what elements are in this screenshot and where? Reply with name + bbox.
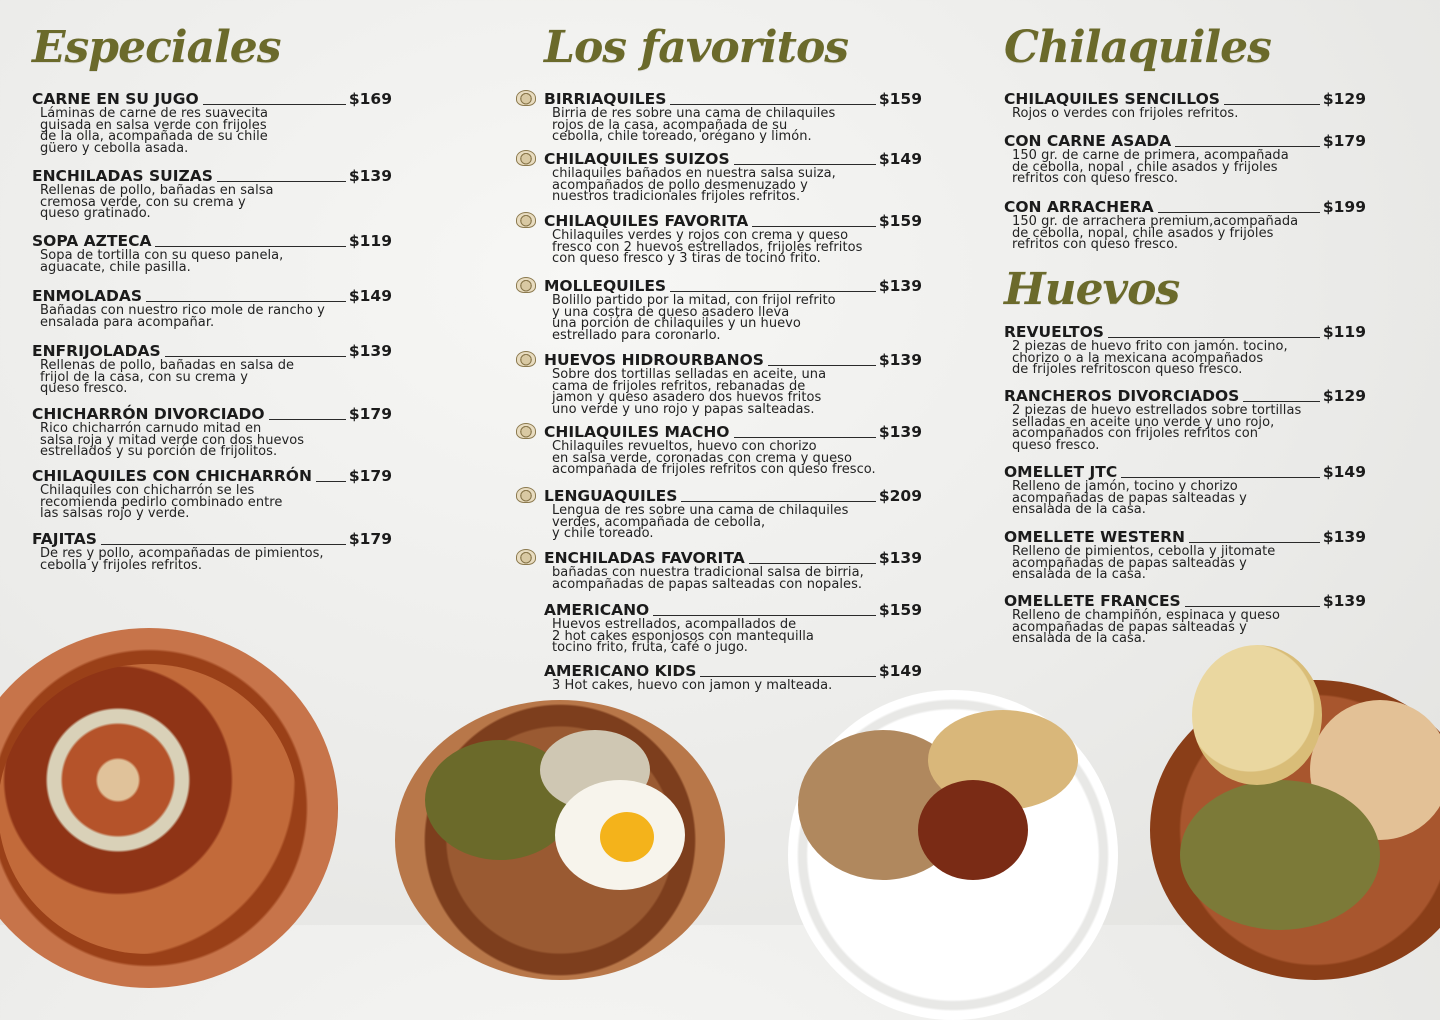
menu-item-name: OMELLET JTC [1004,463,1118,481]
leader-line [269,419,346,420]
leader-line [1121,477,1320,478]
menu-item-americano-kids [516,662,922,692]
menu-item-description: Huevos estrellados, acompallados de 2 hot cakes esponjosos con mantequilla tocino frito, fruta, café o jugo. [552,617,814,656]
menu-item-price: $179 [1322,132,1366,150]
menu-item-name: MOLLEQUILES [544,277,667,295]
menu-item-name: LENGUAQUILES [544,487,678,505]
menu-item-name: ENMOLADAS [32,287,143,305]
menu-item-con-carne-asada [1004,132,1366,185]
menu-item-name: HUEVOS HIDROURBANOS [544,351,764,369]
menu-item-name: AMERICANO KIDS [544,662,697,680]
menu-item-name: SOPA AZTECA [32,232,152,250]
favorita-logo-icon [516,150,536,166]
leader-line [1108,337,1320,338]
menu-item-description: Chilaquiles revueltos, huevo con chorizo en salsa verde, coronadas con crema y queso acompañada de frijoles refritos con queso fresco. [552,439,876,478]
menu-item-huevos-hidrourbanos [516,351,922,415]
menu-item-description: Rellenas de pollo, bañadas en salsa cremosa verde, con su crema y queso gratinado. [40,183,274,222]
menu-item-price: $159 [878,601,922,619]
section-title-chilaquiles: Chilaquiles [1004,22,1271,73]
menu-item-name: REVUELTOS [1004,323,1104,341]
favorita-logo-icon [516,212,536,228]
menu-item-description: Relleno de pimientos, cebolla y jitomate acompañadas de papas salteadas y ensalada de la casa. [1012,544,1276,583]
menu-item-description: Chilaquiles con chicharrón se les recomienda pedirlo combinado entre las salsas rojo y verde. [40,483,283,522]
menu-item-description: chilaquiles bañados en nuestra salsa suiza, acompañados de pollo desmenuzado y nuestros tradicionales frijoles refritos. [552,166,836,205]
menu-item-name: CHICHARRÓN DIVORCIADO [32,405,265,423]
menu-item-price: $139 [1322,528,1366,546]
menu-item-chilaquiles-favorita [516,212,922,265]
menu-item-price: $129 [1322,90,1366,108]
leader-line [1175,146,1320,147]
menu-item-enmoladas [32,287,392,328]
leader-line [146,301,346,302]
leader-line [1243,401,1320,402]
menu-item-enfrijoladas [32,342,392,395]
menu-item-enchiladas-suizas [32,167,392,220]
leader-line [316,481,346,482]
menu-item-chilaquiles-con-chicharron [32,467,392,520]
menu-item-name: BIRRIAQUILES [544,90,667,108]
food-photo-tortilla [1192,645,1322,785]
menu-item-name: CHILAQUILES FAVORITA [544,212,749,230]
leader-line [1185,606,1320,607]
leader-line [1224,104,1320,105]
menu-item-price: $139 [348,342,392,360]
menu-item-name: OMELLETE WESTERN [1004,528,1186,546]
menu-item-description: Bañadas con nuestro rico mole de rancho y ensalada para acompañar. [40,303,325,330]
menu-item-name: RANCHEROS DIVORCIADOS [1004,387,1240,405]
menu-item-omellete-frances [1004,592,1366,645]
menu-item-name: CHILAQUILES SENCILLOS [1004,90,1220,108]
favorita-logo-icon [516,351,536,367]
menu-item-chilaquiles-macho [516,423,922,476]
menu-item-mollequiles [516,277,922,341]
menu-item-birriaquiles [516,90,922,143]
menu-item-sopa-azteca [32,232,392,273]
menu-item-price: $129 [1322,387,1366,405]
menu-item-lenguaquiles [516,487,922,540]
menu-item-chilaquiles-sencillos [1004,90,1366,120]
menu-item-name: ENFRIJOLADAS [32,342,161,360]
food-photo-chilaquiles-plate [0,628,338,988]
leader-line [670,291,876,292]
menu-item-con-arrachera [1004,198,1366,251]
menu-item-description: Relleno de champiñón, espinaca y queso acompañadas de papas salteadas y ensalada de la casa. [1012,608,1280,647]
favorita-logo-icon [516,90,536,106]
menu-item-price: $169 [348,90,392,108]
menu-item-description: Sopa de tortilla con su queso panela, aguacate, chile pasilla. [40,248,284,275]
menu-item-omellet-jtc [1004,463,1366,516]
leader-line [670,104,875,105]
menu-item-description: bañadas con nuestra tradicional salsa de birria, acompañadas de papas salteadas con nopales. [552,565,864,592]
menu-item-name: FAJITAS [32,530,97,548]
menu-item-price: $139 [348,167,392,185]
menu-item-description: 2 piezas de huevo estrellados sobre tortillas selladas en aceite uno verde y uno rojo, acompañados con frijoles refritos con queso fresco. [1012,403,1302,453]
leader-line [1189,542,1320,543]
menu-item-price: $199 [1322,198,1366,216]
leader-line [155,246,345,247]
menu-item-description: Rojos o verdes con frijoles refritos. [1012,106,1239,121]
menu-item-description: De res y pollo, acompañadas de pimientos, cebolla y frijoles refritos. [40,546,324,573]
menu-item-name: OMELLETE FRANCES [1004,592,1181,610]
leader-line [1158,212,1320,213]
leader-line [203,104,346,105]
menu-item-description: Birria de res sobre una cama de chilaquiles rojos de la casa, acompañada de su cebolla, chile toreado, orégano y limón. [552,106,836,145]
menu-item-price: $149 [1322,463,1366,481]
menu-item-price: $149 [878,662,922,680]
menu-item-description: Láminas de carne de res suavecita guisada en salsa verde con frijoles de la olla, acompañada de su chile güero y cebolla asada. [40,106,269,156]
menu-item-price: $139 [878,277,922,295]
favorita-logo-icon [516,277,536,293]
leader-line [734,164,876,165]
menu-item-price: $119 [348,232,392,250]
menu-item-name: CHILAQUILES MACHO [544,423,730,441]
menu-item-description: 3 Hot cakes, huevo con jamon y malteada. [552,678,833,693]
menu-item-price: $139 [1322,592,1366,610]
leader-line [768,365,876,366]
menu-item-description: 150 gr. de carne de primera, acompañada de cebolla, nopal , chile asados y frijoles refritos con queso fresco. [1012,148,1289,187]
menu-item-description: Rellenas de pollo, bañadas en salsa de frijol de la casa, con su crema y queso fresco. [40,358,295,397]
menu-item-name: CON CARNE ASADA [1004,132,1172,150]
leader-line [734,437,876,438]
leader-line [752,226,876,227]
menu-item-chicharron-divorciado [32,405,392,458]
menu-item-description: 150 gr. de arrachera premium,acompañada de cebolla, nopal, chile asados y frijoles refritos con queso fresco. [1012,214,1299,253]
food-photo-favorita-plate [788,690,1118,1020]
section-title-favoritos: Los favoritos [544,22,849,73]
section-title-especiales: Especiales [32,22,281,73]
menu-item-price: $209 [878,487,922,505]
leader-line [700,676,875,677]
menu-item-price: $149 [878,150,922,168]
section-title-huevos: Huevos [1004,264,1180,315]
menu-item-revueltos [1004,323,1366,376]
menu-item-price: $139 [878,351,922,369]
menu-item-description: Bolillo partido por la mitad, con frijol refrito y una costra de queso asadero lleva una porción de chilaquiles y un huevo estrellado para coronarlo. [552,293,836,343]
leader-line [681,501,875,502]
menu-item-fajitas [32,530,392,571]
menu-item-price: $139 [878,549,922,567]
menu-item-price: $159 [878,212,922,230]
menu-item-name: AMERICANO [544,601,650,619]
menu-item-price: $139 [878,423,922,441]
menu-item-description: Chilaquiles verdes y rojos con crema y queso fresco con 2 huevos estrellados, frijoles refritos con queso fresco y 3 tiras de tocino frito. [552,228,863,267]
food-photo-divorciados-plate [395,700,725,980]
leader-line [101,544,346,545]
leader-line [653,615,876,616]
menu-item-name: CHILAQUILES CON CHICHARRÓN [32,467,312,485]
leader-line [217,181,346,182]
menu-item-chilaquiles-suizos [516,150,922,203]
menu-item-name: CARNE EN SU JUGO [32,90,199,108]
menu-item-price: $179 [348,467,392,485]
menu-item-rancheros-divorciados [1004,387,1366,451]
menu-item-price: $149 [348,287,392,305]
menu-item-name: CON ARRACHERA [1004,198,1154,216]
leader-line [749,563,876,564]
menu-item-name: ENCHILADAS FAVORITA [544,549,745,567]
menu-item-americano [516,601,922,654]
menu-item-enchiladas-favorita [516,549,922,590]
menu-item-name: ENCHILADAS SUIZAS [32,167,213,185]
leader-line [165,356,346,357]
menu-item-price: $179 [348,530,392,548]
menu-item-description: Lengua de res sobre una cama de chilaquiles verdes, acompañada de cebolla, y chile toreado. [552,503,849,542]
menu-item-description: Relleno de jamón, tocino y chorizo acompañadas de papas salteadas y ensalada de la casa. [1012,479,1247,518]
menu-item-name: CHILAQUILES SUIZOS [544,150,730,168]
menu-item-price: $159 [878,90,922,108]
favorita-logo-icon [516,549,536,565]
menu-item-price: $179 [348,405,392,423]
menu-item-description: Sobre dos tortillas selladas en aceite, una cama de frijoles refritos, rebanadas de jamon y queso asadero dos huevos fritos uno verde y uno rojo y papas salteadas. [552,367,827,417]
menu-item-description: Rico chicharrón carnudo mitad en salsa roja y mitad verde con dos huevos estrellados y su porción de frijolitos. [40,421,305,460]
menu-item-description: 2 piezas de huevo frito con jamón. tocino, chorizo o a la mexicana acompañados de frijoles refritoscon queso fresco. [1012,339,1288,378]
menu-item-omellete-western [1004,528,1366,581]
menu-item-carne-en-su-jugo [32,90,392,154]
favorita-logo-icon [516,423,536,439]
favorita-logo-icon [516,487,536,503]
menu-item-price: $119 [1322,323,1366,341]
